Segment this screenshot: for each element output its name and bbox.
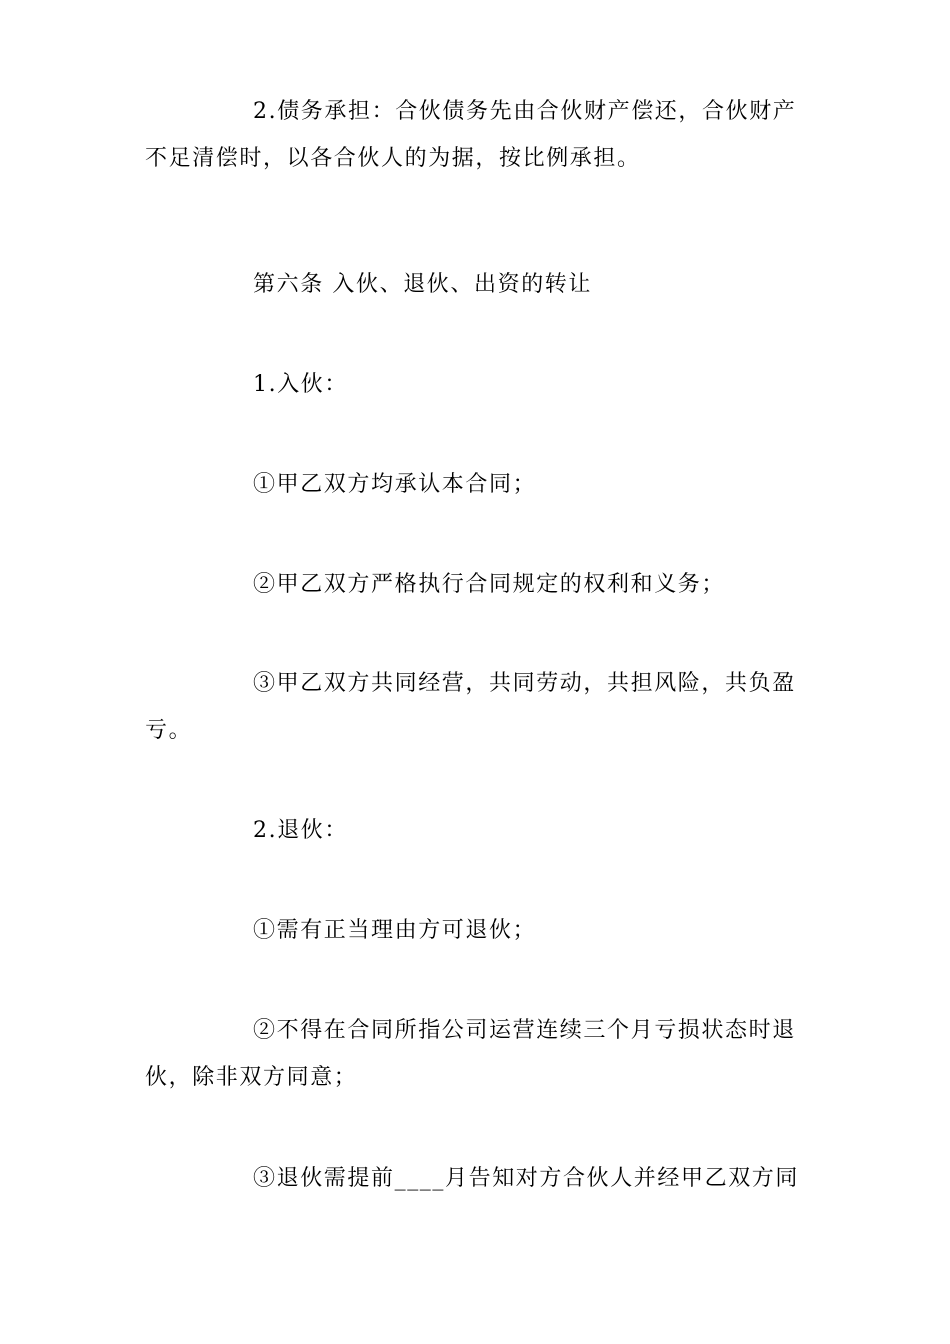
list-item-withdrawal-2: ②不得在合同所指公司运营连续三个月亏损状态时退伙，除非双方同意；: [145, 1018, 796, 1090]
heading-article-six: 第六条 入伙、退伙、出资的转让: [253, 272, 592, 297]
paragraph-debt-liability: 2.债务承担：合伙债务先由合伙财产偿还，合伙财产不足清偿时，以各合伙人的为据，按比例承担。: [145, 99, 797, 171]
list-item-joining-1: ①甲乙双方均承认本合同；: [253, 472, 537, 497]
heading-withdrawal: 2.退伙：: [253, 818, 348, 843]
list-item-withdrawal-1: ①需有正当理由方可退伙；: [253, 918, 537, 943]
list-item-joining-2: ②甲乙双方严格执行合同规定的权利和义务；: [253, 572, 726, 597]
heading-joining: 1.入伙：: [253, 372, 348, 397]
list-item-withdrawal-3: ③退伙需提前____月告知对方合伙人并经甲乙双方同: [253, 1166, 800, 1191]
list-item-joining-3: ③甲乙双方共同经营，共同劳动，共担风险，共负盈亏。: [145, 671, 796, 743]
